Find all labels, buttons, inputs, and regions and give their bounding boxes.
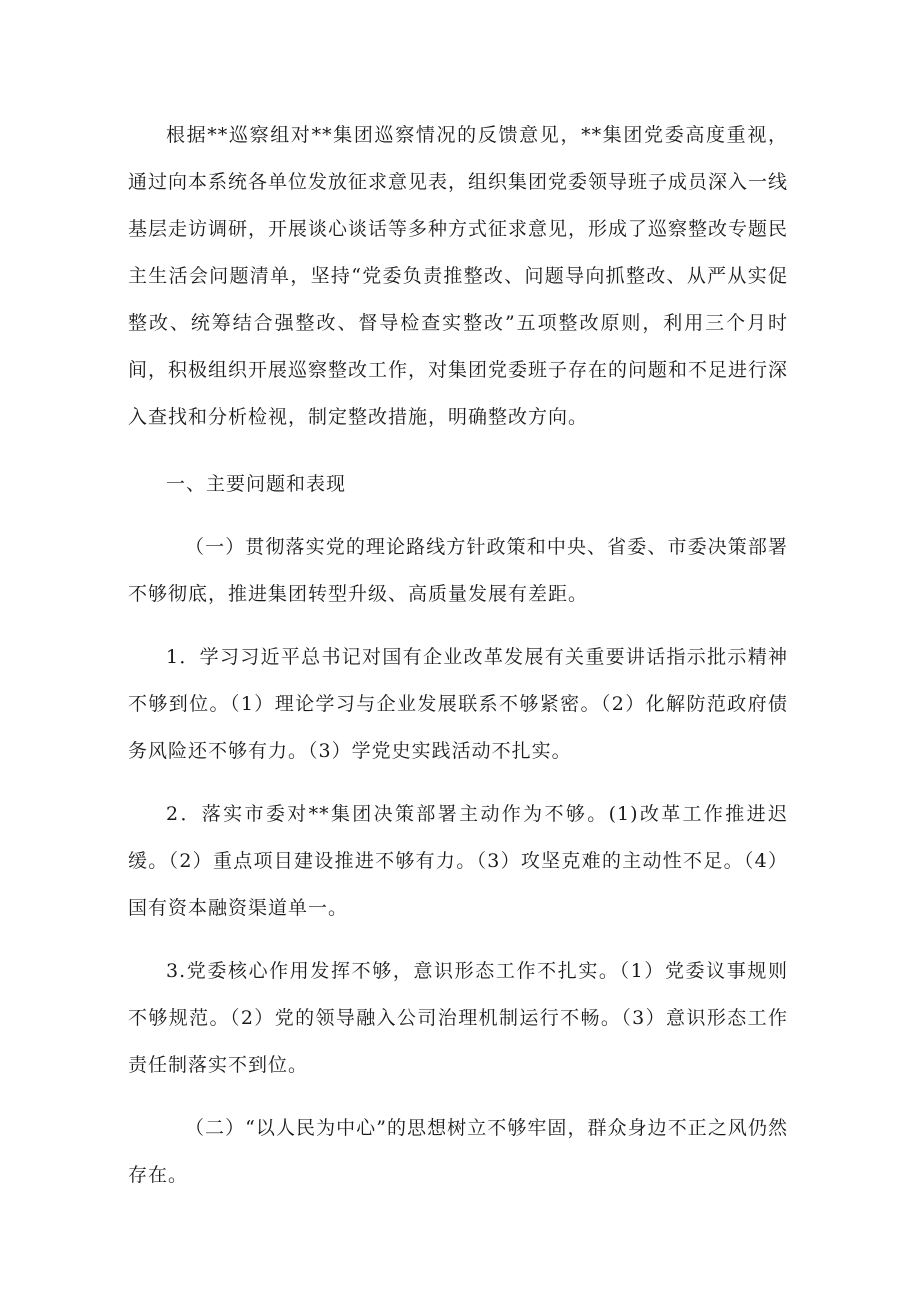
section-heading-main-problems: 一、主要问题和表现: [166, 473, 347, 495]
document-body: [128, 112, 788, 1199]
item-paragraph-2: 2．落实市委对**集团决策部署主动作为不够。(1)改革工作推进迟缓。（2）重点项目建设推进不够有力。（3）攻坚克难的主动性不足。（4）国有资本融资渠道单一。: [128, 803, 788, 919]
item-paragraph-3: 3.党委核心作用发挥不够，意识形态工作不扎实。（1）党委议事规则不够规范。（2）党的领导融入公司治理机制运行不畅。（3）意识形态工作责任制落实不到位。: [128, 960, 788, 1076]
subsection-heading-1: （一）贯彻落实党的理论路线方针政策和中央、省委、市委决策部署不够彻底，推进集团转型升级、高质量发展有差距。: [128, 536, 788, 605]
subsection-heading-2: （二）“以人民为中心”的思想树立不够牢固，群众身边不正之风仍然存在。: [128, 1117, 788, 1186]
intro-paragraph: 根据**巡察组对**集团巡察情况的反馈意见，**集团党委高度重视，通过向本系统各单位发放征求意见表，组织集团党委领导班子成员深入一线基层走访调研，开展谈心谈话等多种方式征求意见，形成了巡察整改专题民主生活会问题清单，坚持“党委负责推整改、问题导向抓整改、从严从实促整改、统筹结合强整改、督导检查实整改”五项整改原则，利用三个月时间，积极组织开展巡察整改工作，对集团党委班子存在的问题和不足进行深入查找和分析检视，制定整改措施，明确整改方向。: [128, 124, 789, 428]
item-paragraph-1: 1．学习习近平总书记对国有企业改革发展有关重要讲话指示批示精神不够到位。（1）理论学习与企业发展联系不够紧密。（2）化解防范政府债务风险还不够有力。（3）学党史实践活动不扎实。: [128, 646, 788, 762]
